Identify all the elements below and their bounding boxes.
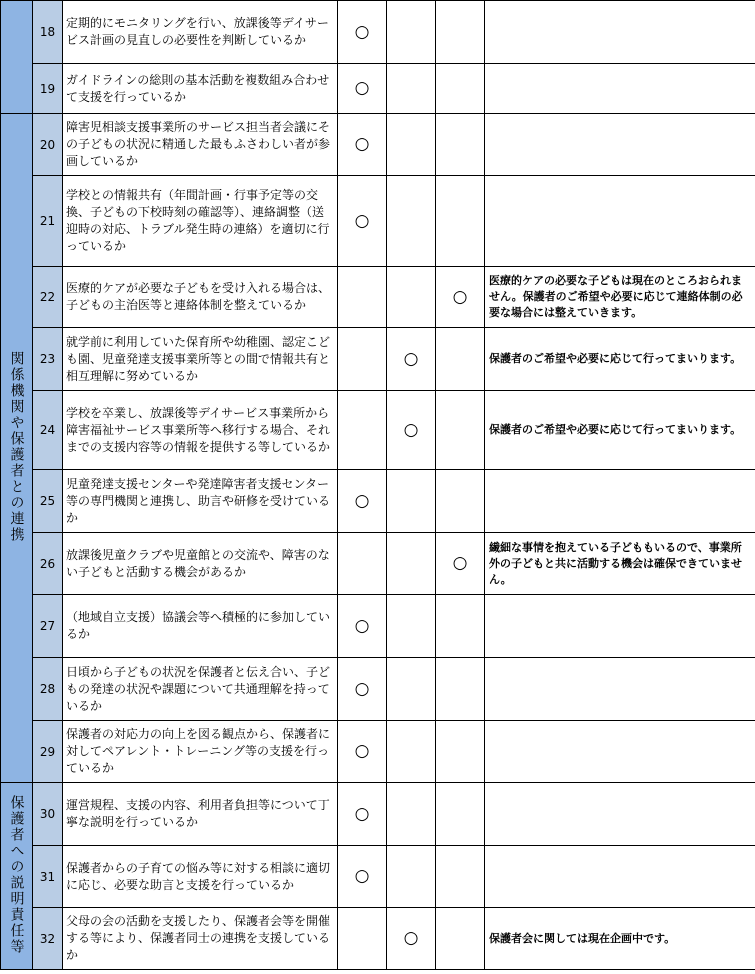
question-text: 放課後児童クラブや児童館との交流や、障害のない子どもと活動する機会があるか xyxy=(63,533,338,595)
row-number: 20 xyxy=(33,114,63,176)
question-text: 児童発達支援センターや発達障害者支援センター等の専門機関と連携し、助言や研修を受けているか xyxy=(63,470,338,533)
yes-cell xyxy=(338,391,387,470)
question-text: 就学前に利用していた保育所や幼稚園、認定こども園、児童発達支援事業所等との間で情報共有と相互理解に努めているか xyxy=(63,328,338,391)
row-number: 23 xyxy=(33,328,63,391)
question-text: 医療的ケアが必要な子どもを受け入れる場合は、子どもの主治医等と連絡体制を整えているか xyxy=(63,267,338,328)
no-cell xyxy=(436,595,485,658)
somewhat-cell xyxy=(387,64,436,114)
no-cell: ○ xyxy=(436,533,485,595)
no-cell xyxy=(436,1,485,64)
somewhat-cell xyxy=(387,721,436,783)
somewhat-cell xyxy=(387,595,436,658)
row-number: 27 xyxy=(33,595,63,658)
yes-cell: ○ xyxy=(338,783,387,846)
table-row xyxy=(1,846,755,908)
question-text: 保護者からの子育ての悩み等に対する相談に適切に応じ、必要な助言と支援を行っているか xyxy=(63,846,338,908)
comment-cell xyxy=(485,846,755,908)
yes-cell: ○ xyxy=(338,114,387,176)
question-text: 保護者の対応力の向上を図る観点から、保護者に対してペアレント・トレーニング等の支援を行っているか xyxy=(63,721,338,783)
row-number: 28 xyxy=(33,658,63,721)
row-number: 22 xyxy=(33,267,63,328)
somewhat-cell: ○ xyxy=(387,908,436,970)
somewhat-cell xyxy=(387,114,436,176)
table-row xyxy=(1,783,755,846)
no-cell xyxy=(436,328,485,391)
somewhat-cell xyxy=(387,846,436,908)
comment-cell xyxy=(485,114,755,176)
row-number: 24 xyxy=(33,391,63,470)
no-cell xyxy=(436,176,485,267)
comment-cell xyxy=(485,721,755,783)
question-text: 学校との情報共有（年間計画・行事予定等の交換、子どもの下校時刻の確認等）、連絡調整（送迎時の対応、トラブル発生時の連絡）を適切に行っているか xyxy=(63,176,338,267)
table-row xyxy=(1,176,755,267)
row-number: 18 xyxy=(33,1,63,64)
no-cell xyxy=(436,391,485,470)
question-text: 運営規程、支援の内容、利用者負担等について丁寧な説明を行っているか xyxy=(63,783,338,846)
somewhat-cell xyxy=(387,783,436,846)
row-number: 21 xyxy=(33,176,63,267)
yes-cell: ○ xyxy=(338,658,387,721)
yes-cell: ○ xyxy=(338,846,387,908)
comment-cell: 医療的ケアの必要な子どもは現在のところおられません。保護者のご希望や必要に応じて連絡体制の必要な場合には整えていきます。 xyxy=(485,267,755,328)
table-row xyxy=(1,658,755,721)
table-row xyxy=(1,114,755,176)
table-row xyxy=(1,533,755,595)
row-number: 30 xyxy=(33,783,63,846)
somewhat-cell: ○ xyxy=(387,391,436,470)
question-text: 定期的にモニタリングを行い、放課後等デイサービス計画の見直しの必要性を判断しているか xyxy=(63,1,338,64)
row-number: 32 xyxy=(33,908,63,970)
table-row xyxy=(1,908,755,970)
table-row xyxy=(1,721,755,783)
comment-cell xyxy=(485,470,755,533)
no-cell xyxy=(436,470,485,533)
comment-cell: 繊細な事情を抱えている子どももいるので、事業所外の子どもと共に活動する機会は確保できていません。 xyxy=(485,533,755,595)
somewhat-cell xyxy=(387,658,436,721)
section-label-liaison: 関係機関や保護者との連携 xyxy=(1,114,33,783)
no-cell xyxy=(436,721,485,783)
row-number: 26 xyxy=(33,533,63,595)
no-cell xyxy=(436,846,485,908)
table-row xyxy=(1,470,755,533)
somewhat-cell xyxy=(387,533,436,595)
yes-cell xyxy=(338,328,387,391)
no-cell xyxy=(436,658,485,721)
no-cell xyxy=(436,783,485,846)
somewhat-cell xyxy=(387,176,436,267)
yes-cell: ○ xyxy=(338,721,387,783)
comment-cell xyxy=(485,176,755,267)
somewhat-cell xyxy=(387,1,436,64)
question-text: 学校を卒業し、放課後等デイサービス事業所から障害福祉サービス事業所等へ移行する場合、それまでの支援内容等の情報を提供する等しているか xyxy=(63,391,338,470)
row-number: 29 xyxy=(33,721,63,783)
comment-cell xyxy=(485,595,755,658)
question-text: 日頃から子どもの状況を保護者と伝え合い、子どもの発達の状況や課題について共通理解を持っているか xyxy=(63,658,338,721)
comment-cell: 保護者のご希望や必要に応じて行ってまいります。 xyxy=(485,391,755,470)
yes-cell: ○ xyxy=(338,595,387,658)
comment-cell: 保護者のご希望や必要に応じて行ってまいります。 xyxy=(485,328,755,391)
table-row xyxy=(1,267,755,328)
yes-cell xyxy=(338,533,387,595)
table-row xyxy=(1,595,755,658)
question-text: （地域自立支援）協議会等へ積極的に参加しているか xyxy=(63,595,338,658)
no-cell xyxy=(436,114,485,176)
section-label-blank xyxy=(1,1,33,114)
no-cell xyxy=(436,908,485,970)
somewhat-cell xyxy=(387,470,436,533)
yes-cell xyxy=(338,908,387,970)
table-row xyxy=(1,391,755,470)
yes-cell: ○ xyxy=(338,64,387,114)
yes-cell xyxy=(338,267,387,328)
somewhat-cell: ○ xyxy=(387,328,436,391)
question-text: 父母の会の活動を支援したり、保護者会等を開催する等により、保護者同士の連携を支援しているか xyxy=(63,908,338,970)
yes-cell: ○ xyxy=(338,1,387,64)
question-text: ガイドラインの総則の基本活動を複数組み合わせて支援を行っているか xyxy=(63,64,338,114)
yes-cell: ○ xyxy=(338,470,387,533)
question-text: 障害児相談支援事業所のサービス担当者会議にその子どもの状況に精通した最もふさわしい者が参画しているか xyxy=(63,114,338,176)
yes-cell: ○ xyxy=(338,176,387,267)
table-row xyxy=(1,1,755,64)
table-row xyxy=(1,64,755,114)
comment-cell xyxy=(485,783,755,846)
row-number: 19 xyxy=(33,64,63,114)
somewhat-cell xyxy=(387,267,436,328)
section-label-accountability: 保護者への説明責任等 xyxy=(1,783,33,970)
no-cell: ○ xyxy=(436,267,485,328)
comment-cell xyxy=(485,658,755,721)
no-cell xyxy=(436,64,485,114)
comment-cell xyxy=(485,1,755,64)
table-row xyxy=(1,328,755,391)
comment-cell xyxy=(485,64,755,114)
comment-cell: 保護者会に関しては現在企画中です。 xyxy=(485,908,755,970)
row-number: 25 xyxy=(33,470,63,533)
row-number: 31 xyxy=(33,846,63,908)
